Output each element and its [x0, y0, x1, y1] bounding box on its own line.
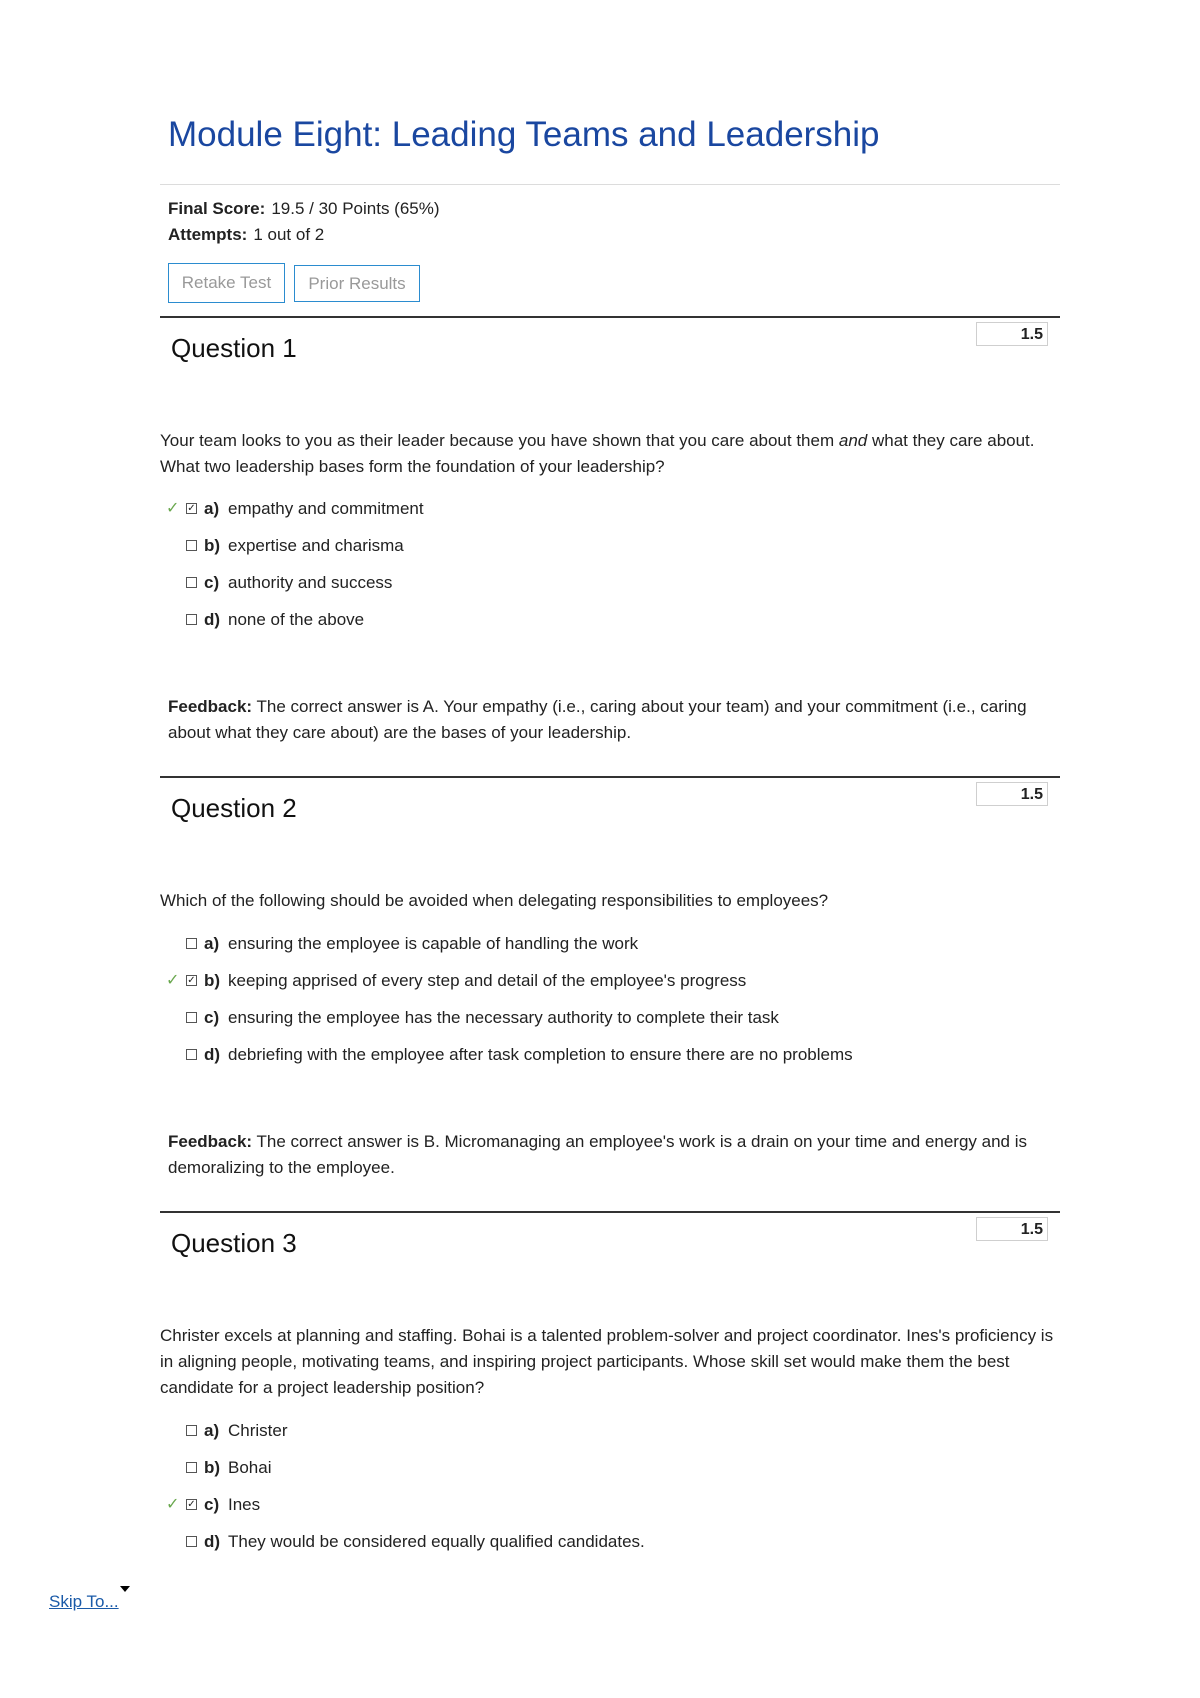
points-box: 1.5	[976, 322, 1048, 346]
checked-checkbox-icon[interactable]: ✓	[187, 503, 196, 514]
question-text-emphasis: and	[838, 431, 868, 450]
option-text: Christer	[228, 1421, 288, 1440]
attempts-row	[168, 222, 440, 248]
attempts-value: 1 out of 2	[253, 225, 325, 244]
attempts-label: Attempts:	[168, 225, 248, 244]
checkbox-icon[interactable]	[186, 938, 197, 949]
question-3	[160, 1211, 1060, 1571]
page-title: Module Eight: Leading Teams and Leadership	[168, 115, 880, 154]
correct-check-icon: ✓	[166, 500, 180, 517]
option-letter: c)	[204, 1495, 220, 1514]
feedback-text: The correct answer is A. Your empathy (i.e., caring about your team) and your commitment (i.e., caring about what they care about) are the bases of your leadership.	[168, 697, 1027, 742]
skip-to-link[interactable]: Skip To...	[49, 1592, 119, 1611]
option-text: Bohai	[228, 1458, 272, 1477]
option-letter: d)	[204, 610, 221, 629]
checkbox-icon[interactable]	[186, 1425, 197, 1436]
option-text: authority and success	[228, 573, 393, 592]
option-letter: d)	[204, 1532, 221, 1551]
checkbox-icon[interactable]	[186, 540, 197, 551]
question-divider	[160, 316, 1060, 318]
checkbox-icon[interactable]	[186, 1049, 197, 1060]
option-letter: b)	[204, 536, 221, 555]
question-divider	[160, 776, 1060, 778]
question-1	[160, 316, 1060, 756]
checkbox-icon[interactable]	[186, 1012, 197, 1023]
option-text: empathy and commitment	[228, 499, 424, 518]
question-2	[160, 776, 1060, 1196]
correct-check-icon: ✓	[166, 972, 180, 989]
question-title: Question 3	[171, 1228, 297, 1258]
question-title: Question 1	[171, 333, 297, 363]
final-score-label: Final Score:	[168, 199, 266, 218]
feedback-text: The correct answer is B. Micromanaging an employee's work is a drain on your time and energy and is demoralizing to the employee.	[168, 1132, 1028, 1177]
feedback	[168, 1129, 1048, 1181]
question-text-part: what they care about. What two leadership bases form the foundation of your leadership?	[160, 431, 1035, 476]
question-divider	[160, 1211, 1060, 1213]
question-text: Christer excels at planning and staffing. Bohai is a talented problem-solver and project coordinator. Ines's proficiency is in aligning people, motivating teams, and inspiring project participants. Whose skill set would make them the best candidate for a project leadership position?	[160, 1326, 1054, 1397]
option-letter: a)	[204, 499, 220, 518]
action-buttons	[168, 263, 420, 303]
checked-checkbox-icon[interactable]: ✓	[187, 1499, 196, 1510]
option-letter: b)	[204, 971, 221, 990]
correct-check-icon: ✓	[166, 1496, 180, 1513]
option-text: Ines	[228, 1495, 261, 1514]
feedback-label: Feedback:	[168, 697, 253, 716]
option-letter: a)	[204, 934, 220, 953]
option-letter: b)	[204, 1458, 221, 1477]
checkbox-icon[interactable]	[186, 577, 197, 588]
final-score-row	[168, 196, 440, 222]
retake-test-button[interactable]: Retake Test	[168, 263, 285, 303]
feedback	[168, 694, 1048, 746]
score-summary	[168, 196, 440, 248]
prior-results-button[interactable]: Prior Results	[294, 265, 420, 302]
option-letter: a)	[204, 1421, 220, 1440]
points-box: 1.5	[976, 1217, 1048, 1241]
option-text: debriefing with the employee after task completion to ensure there are no problems	[228, 1045, 853, 1064]
checkbox-icon[interactable]	[186, 1536, 197, 1547]
points-box: 1.5	[976, 782, 1048, 806]
question-title: Question 2	[171, 793, 297, 823]
title-divider	[160, 184, 1060, 185]
option-text: expertise and charisma	[228, 536, 404, 555]
caret-down-icon[interactable]	[120, 1586, 130, 1592]
question-text	[160, 428, 1060, 480]
option-text: They would be considered equally qualified candidates.	[228, 1532, 645, 1551]
option-text: keeping apprised of every step and detail of the employee's progress	[228, 971, 747, 990]
checkbox-icon[interactable]	[186, 614, 197, 625]
question-text-part: Your team looks to you as their leader because you have shown that you care about them	[160, 431, 839, 450]
option-text: ensuring the employee has the necessary authority to complete their task	[228, 1008, 779, 1027]
question-text: Which of the following should be avoided when delegating responsibilities to employees?	[160, 891, 829, 910]
option-letter: c)	[204, 573, 220, 592]
checkbox-icon[interactable]	[186, 1462, 197, 1473]
feedback-label: Feedback:	[168, 1132, 253, 1151]
checked-checkbox-icon[interactable]: ✓	[187, 975, 196, 986]
option-letter: d)	[204, 1045, 221, 1064]
option-letter: c)	[204, 1008, 220, 1027]
option-text: ensuring the employee is capable of handling the work	[228, 934, 639, 953]
final-score-value: 19.5 / 30 Points (65%)	[271, 199, 440, 218]
option-text: none of the above	[228, 610, 365, 629]
